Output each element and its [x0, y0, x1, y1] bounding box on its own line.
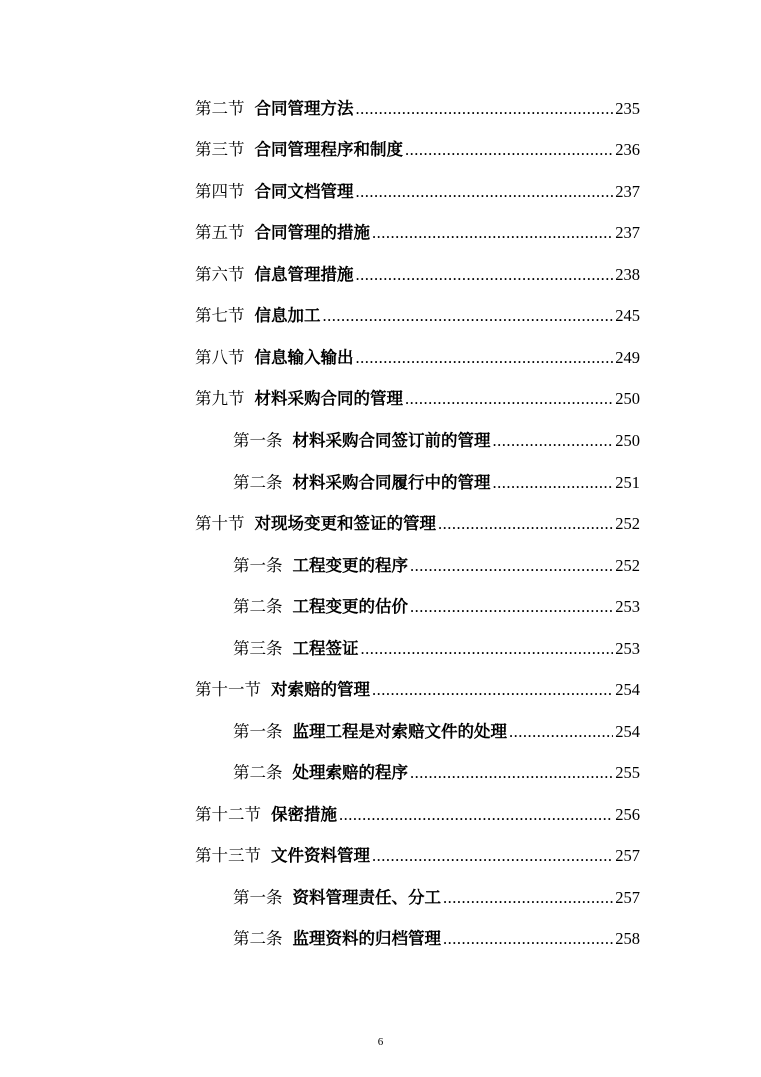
article-title: 工程变更的程序: [292, 556, 408, 575]
page-ref: 249: [615, 348, 640, 367]
toc-subentry[interactable]: [233, 555, 640, 577]
article-number: 第二条: [233, 763, 283, 782]
section-number: 第十二节: [195, 805, 261, 824]
article-number: 第二条: [233, 597, 283, 616]
section-title: 材料采购合同的管理: [254, 389, 403, 408]
page-ref: 256: [615, 805, 640, 824]
section-title: 文件资料管理: [271, 846, 370, 865]
toc-entry[interactable]: [195, 679, 640, 701]
article-number: 第一条: [233, 431, 283, 450]
section-number: 第十节: [195, 514, 245, 533]
page-ref: 254: [615, 722, 640, 741]
dot-leader: [361, 638, 614, 660]
toc-entry[interactable]: [195, 98, 640, 120]
dot-leader: [509, 721, 613, 743]
dot-leader: [410, 762, 613, 784]
article-number: 第二条: [233, 929, 283, 948]
toc-entry[interactable]: [195, 513, 640, 535]
page-ref: 253: [615, 639, 640, 658]
toc-subentry[interactable]: [233, 472, 640, 494]
section-number: 第四节: [195, 182, 245, 201]
dot-leader: [356, 181, 614, 203]
article-title: 工程签证: [292, 639, 359, 658]
article-number: 第一条: [233, 722, 283, 741]
dot-leader: [493, 472, 614, 494]
dot-leader: [438, 513, 613, 535]
article-title: 材料采购合同签订前的管理: [292, 431, 491, 450]
section-title: 对现场变更和签证的管理: [254, 514, 436, 533]
dot-leader: [339, 804, 613, 826]
section-number: 第七节: [195, 306, 245, 325]
toc-entry[interactable]: [195, 139, 640, 161]
dot-leader: [323, 305, 614, 327]
page-ref: 250: [615, 389, 640, 408]
page-ref: 237: [615, 182, 640, 201]
toc-subentry[interactable]: [233, 887, 640, 909]
article-title: 材料采购合同履行中的管理: [292, 473, 491, 492]
dot-leader: [372, 679, 613, 701]
section-title: 合同管理的措施: [254, 223, 370, 242]
article-number: 第一条: [233, 888, 283, 907]
dot-leader: [410, 596, 613, 618]
page-ref: 253: [615, 597, 640, 616]
page-number: 6: [377, 1036, 384, 1048]
toc-subentry[interactable]: [233, 638, 640, 660]
toc-entry[interactable]: [195, 347, 640, 369]
toc-entry[interactable]: [195, 264, 640, 286]
section-number: 第八节: [195, 348, 245, 367]
page-ref: 250: [615, 431, 640, 450]
article-title: 监理资料的归档管理: [292, 929, 441, 948]
section-title: 合同管理程序和制度: [254, 140, 403, 159]
dot-leader: [405, 139, 613, 161]
toc-entry[interactable]: [195, 181, 640, 203]
toc-subentry[interactable]: [233, 596, 640, 618]
article-number: 第一条: [233, 556, 283, 575]
page-ref: 238: [615, 265, 640, 284]
toc-subentry[interactable]: [233, 762, 640, 784]
toc-entry[interactable]: [195, 388, 640, 410]
dot-leader: [405, 388, 613, 410]
dot-leader: [356, 264, 614, 286]
article-title: 监理工程是对索赔文件的处理: [292, 722, 507, 741]
section-number: 第十三节: [195, 846, 261, 865]
page-ref: 258: [615, 929, 640, 948]
section-number: 第六节: [195, 265, 245, 284]
page-ref: 237: [615, 223, 640, 242]
section-title: 信息加工: [254, 306, 321, 325]
page-ref: 252: [615, 514, 640, 533]
page-ref: 252: [615, 556, 640, 575]
dot-leader: [493, 430, 614, 452]
article-number: 第二条: [233, 473, 283, 492]
section-title: 对索赔的管理: [271, 680, 370, 699]
dot-leader: [356, 98, 614, 120]
article-title: 资料管理责任、分工: [292, 888, 441, 907]
section-title: 保密措施: [271, 805, 337, 824]
dot-leader: [372, 222, 613, 244]
page-ref: 235: [615, 99, 640, 118]
article-title: 处理索赔的程序: [292, 763, 408, 782]
toc-subentry[interactable]: [233, 721, 640, 743]
page-ref: 251: [615, 473, 640, 492]
section-number: 第五节: [195, 223, 245, 242]
toc-entry[interactable]: [195, 804, 640, 826]
toc-entry[interactable]: [195, 222, 640, 244]
page-ref: 245: [615, 306, 640, 325]
section-title: 信息管理措施: [254, 265, 354, 284]
section-title: 信息输入输出: [254, 348, 354, 367]
toc-entry[interactable]: [195, 845, 640, 867]
section-number: 第二节: [195, 99, 245, 118]
page-ref: 257: [615, 846, 640, 865]
page-ref: 254: [615, 680, 640, 699]
section-title: 合同管理方法: [254, 99, 354, 118]
dot-leader: [443, 887, 613, 909]
section-title: 合同文档管理: [254, 182, 354, 201]
page-ref: 236: [615, 140, 640, 159]
article-number: 第三条: [233, 639, 283, 658]
section-number: 第九节: [195, 389, 245, 408]
dot-leader: [443, 928, 613, 950]
toc-entry[interactable]: [195, 305, 640, 327]
section-number: 第三节: [195, 140, 245, 159]
toc-subentry[interactable]: [233, 928, 640, 950]
page-ref: 255: [615, 763, 640, 782]
toc-subentry[interactable]: [233, 430, 640, 452]
article-title: 工程变更的估价: [292, 597, 408, 616]
dot-leader: [356, 347, 614, 369]
page-ref: 257: [615, 888, 640, 907]
section-number: 第十一节: [195, 680, 261, 699]
dot-leader: [372, 845, 613, 867]
dot-leader: [410, 555, 613, 577]
